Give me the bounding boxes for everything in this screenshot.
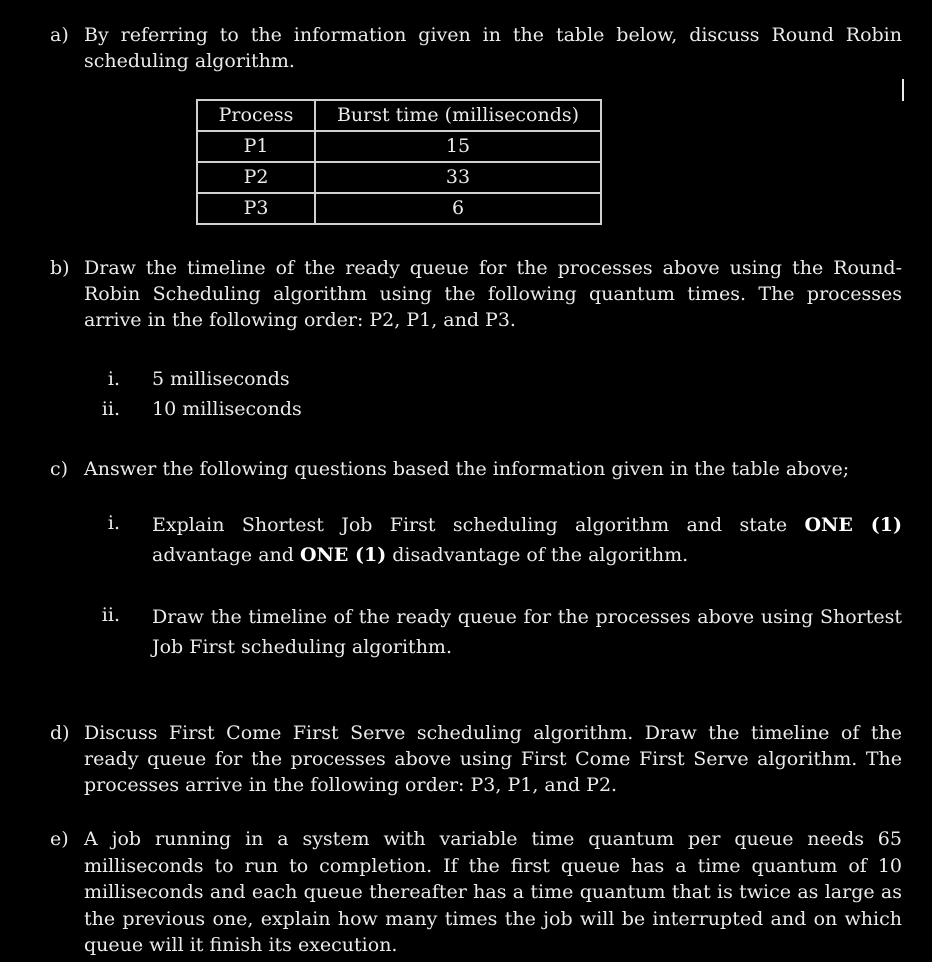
question-e-text: A job running in a system with variable time quantum per queue needs 65 milliseconds to run to completion. If the first queue has a time quantum of 10 milliseconds and each queue thereafter has a time quantum that is twice as large as the previous one, explain how many times the job will be interrupted and on which queue will it finish its execution. [84, 828, 902, 956]
table-cell-burst-time: 6 [315, 193, 601, 224]
question-e-label: e) [50, 828, 69, 850]
item-text-part: disadvantage of the algorithm. [386, 544, 689, 566]
item-text: 10 milliseconds [152, 398, 302, 420]
question-c-text: Answer the following questions based the information given in the table above; [84, 458, 850, 480]
table-row [197, 131, 601, 162]
item-text-part: Explain Shortest Job First scheduling algorithm and state [152, 514, 805, 536]
table-header-burst-time: Burst time (milliseconds) [315, 100, 601, 131]
emphasis-one: ONE (1) [299, 544, 387, 566]
item-text: Draw the timeline of the ready queue for the processes above using Shortest Job First scheduling algorithm. [152, 606, 902, 658]
question-a-label: a) [50, 24, 69, 46]
item-number: i. [107, 512, 120, 534]
table-row [197, 193, 601, 224]
table-cell-process: P3 [197, 193, 315, 224]
question-d [50, 720, 902, 798]
question-b-label: b) [50, 257, 70, 279]
item-number: i. [107, 368, 120, 390]
item-text: 5 milliseconds [152, 368, 290, 390]
table-row [197, 162, 601, 193]
table-cell-burst-time: 33 [315, 162, 601, 193]
item-number: ii. [101, 604, 120, 626]
question-b-text: Draw the timeline of the ready queue for the processes above using the Round-Robin Scheduling algorithm using the following quantum times. The processes arrive in the following order: P2, P1, and P3. [84, 257, 902, 331]
item-number: ii. [101, 398, 120, 420]
text-cursor [902, 79, 904, 101]
table-cell-process: P2 [197, 162, 315, 193]
question-a-text: By referring to the information given in the table below, discuss Round Robin scheduling algorithm. [84, 24, 902, 72]
item-text [152, 510, 902, 570]
question-c-label: c) [50, 458, 69, 480]
question-e [50, 826, 902, 959]
table-header-process: Process [197, 100, 315, 131]
question-c [50, 456, 902, 482]
question-b [50, 255, 902, 333]
process-table [196, 99, 602, 225]
question-a [50, 22, 902, 74]
table-header-row [197, 100, 601, 131]
question-d-text: Discuss First Come First Serve scheduling algorithm. Draw the timeline of the ready queue for the processes above using First Come First Serve algorithm. The processes arrive in the following order: P3, P1, and P2. [84, 722, 902, 796]
emphasis-one: ONE (1) [804, 514, 902, 536]
item-text-part: advantage and [152, 544, 300, 566]
table-cell-burst-time: 15 [315, 131, 601, 162]
question-d-label: d) [50, 722, 70, 744]
table-cell-process: P1 [197, 131, 315, 162]
